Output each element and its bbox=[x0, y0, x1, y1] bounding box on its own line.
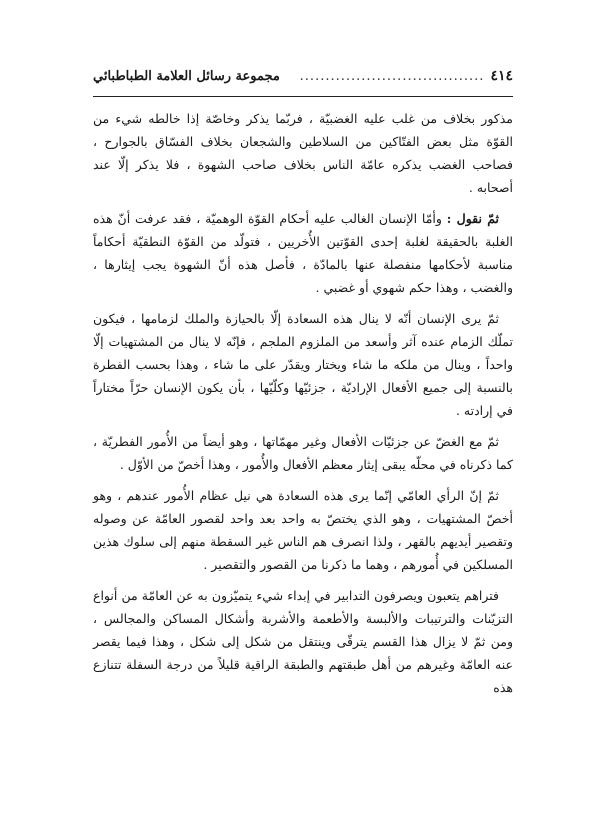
paragraph-5 bbox=[93, 484, 513, 576]
page-number: ٤١٤ bbox=[490, 68, 513, 84]
book-page bbox=[93, 68, 513, 707]
running-title: مجموعة رسائل العلامة الطباطبائي bbox=[93, 69, 280, 84]
paragraph-6 bbox=[93, 584, 513, 699]
paragraph-2 bbox=[93, 207, 513, 299]
paragraph-6-text: فتراهم يتعبون ويصرفون التدابير في إبداء شيء يتميّزون به عن العامّة من أنواع التزيّنات والترتيبات والألبسة والأطعمة والأشربة وأشكال المساكن والمجالس ، ومن ثمّ لا يزال هذا القسم يترقّى وينتقل من شكل إلى شكل ، وهذا فيما يقصر عنه العامّة وغيرهم من أهل طبقتهم والطبقة الراقية قليلاً من درجة السفلة تتنازع هذه bbox=[93, 588, 513, 695]
paragraph-1-text: مذكور بخلاف من غلب عليه الغضبيّة ، فربّما يذكر وخاصّة إذا خالطه شيء من القوّة مثل بعض الفتّاكين من السلاطين والشجعان بخلاف الفسّاق بالجوارح ، فصاحب الغضب يذكره عامّة الناس بخلاف صاحب الشهوة ، فلا يذكر إلّا عند أصحابه . bbox=[93, 111, 513, 195]
paragraph-1 bbox=[93, 107, 513, 199]
paragraph-4-text: ثمّ مع الغضّ عن جزئيّات الأفعال وغير مهمّاتها ، وهو أيضاً من الأُمور الفطريّة ، كما ذكرناه في محلّه يبقى إيثار معظم الأفعال والأُمور ، وهذا أخصّ من الأوّل . bbox=[93, 434, 513, 472]
paragraph-4 bbox=[93, 430, 513, 476]
paragraph-3 bbox=[93, 307, 513, 422]
leader-dots: .................................... bbox=[299, 69, 485, 84]
header-rule bbox=[93, 96, 513, 97]
paragraph-3-text: ثمّ يرى الإنسان أنّه لا ينال هذه السعادة إلّا بالحيازة والملك لزمامها ، فيكون تملّك الزمام عنده آثر وأسعد من الملزوم الملجم ، فإنّه لا ينال من المشتهيات إلّا واحداً ، وينال من ملكه ما شاء ويختار ويقدّر على ما شاء ، وهذا بحسب الفطرة بالنسبة إلى جميع الأفعال الإراديّة ، جزئيّها وكلّيّها ، بأن يكون الإنسان حرّاً مختاراً في إرادته . bbox=[93, 311, 513, 418]
paragraph-5-text: ثمّ إنّ الرأي العامّي إنّما يرى هذه السعادة هي نيل عظام الأُمور عندهم ، وهو أخصّ المشتهيات ، وهو الذي يختصّ به واحد بعد واحد لقصور العامّة عن وصوله وتقصير أيديهم بالقهر ، ولذا انصرف هم الناس غير السقطة منهم إلى سلوك هذين المسلكين في أُمورهم ، وهما ما ذكرنا من القصور والتقصير . bbox=[93, 488, 513, 572]
running-header bbox=[93, 68, 513, 90]
paragraph-2-text: وأمّا الإنسان الغالب عليه أحكام القوّة الوهميّة ، فقد عرفت أنّ هذه الغلبة بالحقيقة لغلبة إحدى القوّتين الأُخريين ، فتولّد من القوّة النطقيّة أحكاماً مناسبة لأحكامها منفصلة عنها بالمادّة ، فأصل هذه أنّ الشهوة يجب إيثارها ، والغضب ، وهذا حكم شهوي أو غضبي . bbox=[93, 211, 513, 295]
paragraph-2-lead: ثمّ نقول : bbox=[446, 211, 499, 226]
